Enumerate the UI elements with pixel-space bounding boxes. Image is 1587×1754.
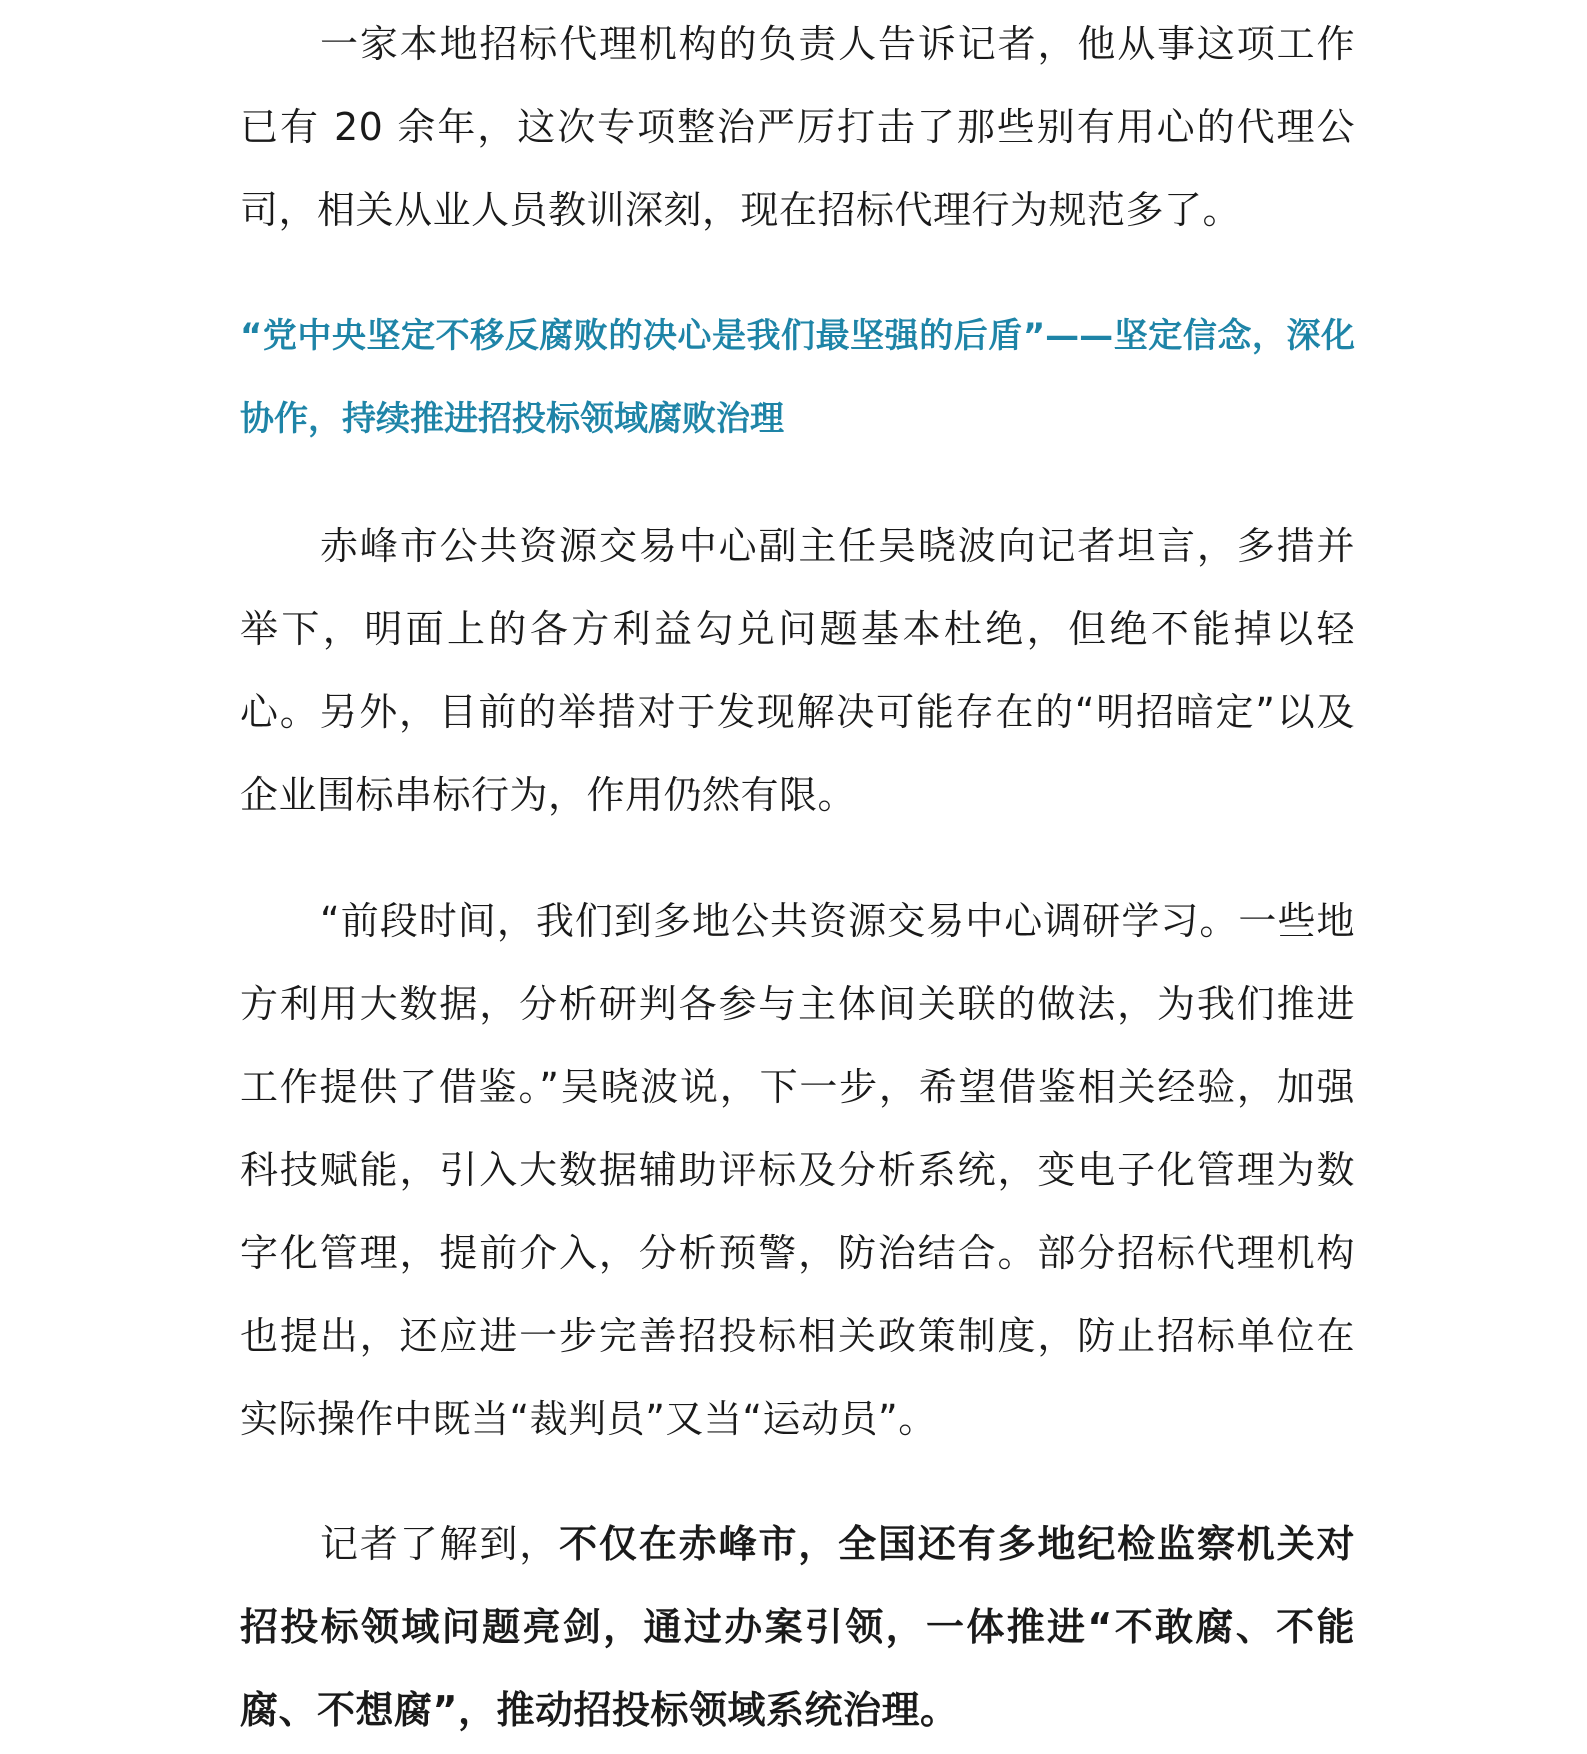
article-paragraph	[240, 1503, 1355, 1752]
article-paragraph: 一家本地招标代理机构的负责人告诉记者，他从事这项工作已有 20 余年，这次专项整治严厉打击了那些别有用心的代理公司，相关从业人员教训深刻，现在招标代理行为规范多了。	[240, 22, 1355, 232]
paragraph-lead-text: 记者了解到，	[320, 1522, 560, 1566]
article-paragraph: “前段时间，我们到多地公共资源交易中心调研学习。一些地方利用大数据，分析研判各参与主体间关联的做法，为我们推进工作提供了借鉴。”吴晓波说，下一步，希望借鉴相关经验，加强科技赋能，引入大数据辅助评标及分析系统，变电子化管理为数字化管理，提前介入，分析预警，防治结合。部分招标代理机构也提出，还应进一步完善招投标相关政策制度，防止招标单位在实际操作中既当“裁判员”又当“运动员”。	[240, 899, 1355, 1441]
article-paragraph: 赤峰市公共资源交易中心副主任吴晓波向记者坦言，多措并举下，明面上的各方利益勾兑问题基本杜绝，但绝不能掉以轻心。另外，目前的举措对于发现解决可能存在的“明招暗定”以及企业围标串标行为，作用仍然有限。	[240, 524, 1355, 817]
paragraph-bold-text: 不仅在赤峰市，全国还有多地纪检监察机关对招投标领域问题亮剑，通过办案引领，一体推进“不敢腐、不能腐、不想腐”，推动招投标领域系统治理。	[240, 1522, 1355, 1732]
section-heading: “党中央坚定不移反腐败的决心是我们最坚强的后盾”——坚定信念，深化协作，持续推进招投标领域腐败治理	[240, 316, 1355, 439]
